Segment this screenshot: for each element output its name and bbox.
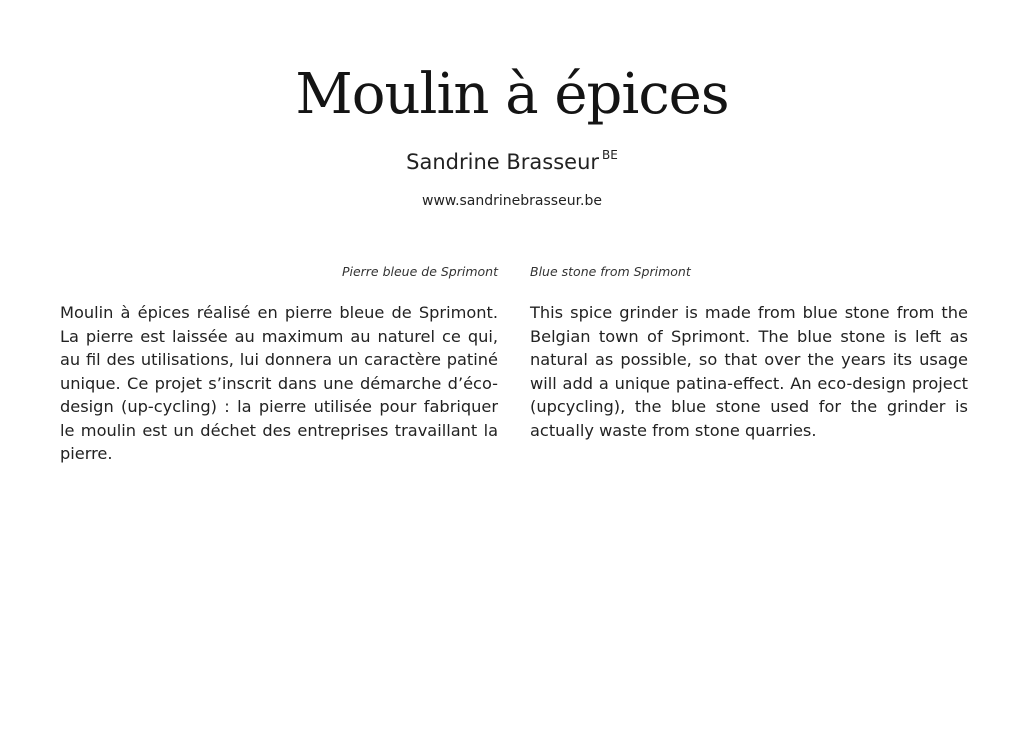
material-caption-french: Pierre bleue de Sprimont (341, 264, 498, 279)
page-title: Moulin à épices (295, 62, 729, 127)
country-code: BE (602, 148, 618, 162)
description-english: This spice grinder is made from blue stone from the Belgian town of Sprimont. The blue stone is left as natural as possible, so that over the years its usage will add a unique patina-effect. An eco-design project (upcycling), the blue stone used for the grinder is actually waste from stone quarries. (530, 303, 968, 440)
description-french: Moulin à épices réalisé en pierre bleue de Sprimont. La pierre est laissée au maximum au naturel ce qui, au fil des utilisations, lui donnera un caractère patiné unique. Ce projet s’inscrit dans une démarche d’éco-design (up-cycling) : la pierre utilisée pour fabriquer le moulin est un déchet des entreprises travaillant la pierre. (60, 303, 498, 463)
material-caption-english: Blue stone from Sprimont (530, 264, 691, 279)
designer-name (0, 150, 1024, 174)
designer-website: www.sandrinebrasseur.be (422, 193, 602, 209)
designer-name-text: Sandrine Brasseur (406, 150, 600, 174)
